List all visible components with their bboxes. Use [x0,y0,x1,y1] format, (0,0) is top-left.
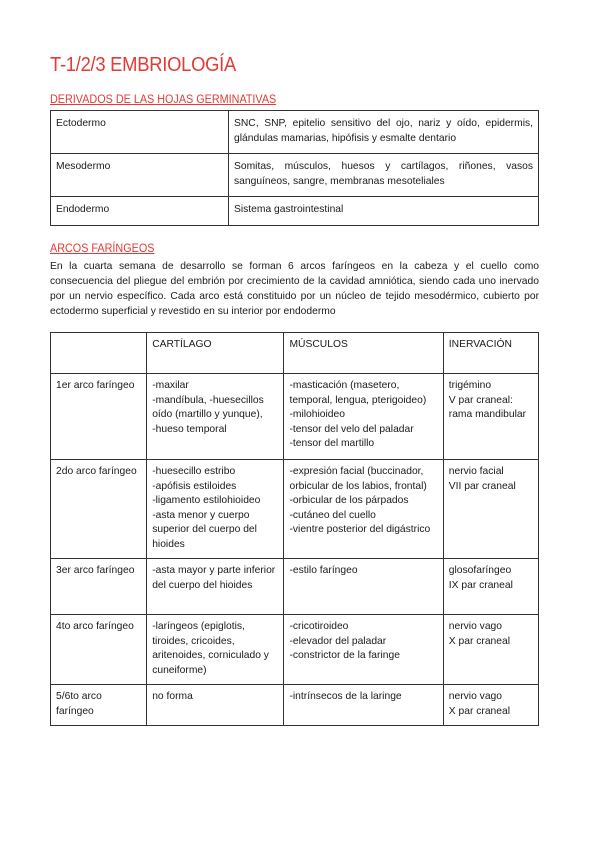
table-row [51,197,539,226]
cartilago-line: -laríngeos (epiglotis, tiroides, cricoides, aritenoides, corniculado y cuneiforme) [152,621,269,676]
cartilago-line: -huesecillo estribo [152,466,236,477]
musculos-cell [284,460,443,559]
capa-cell: Mesodermo [51,154,229,197]
cartilago-line: -ligamento estilohioideo [152,495,261,506]
cartilago-line: -apófisis estiloides [152,480,237,492]
header-cell-cartilago: CARTÍLAGO [147,333,284,374]
arcos-heading: ARCOS FARÍNGEOS [50,241,155,255]
table-row [51,374,539,460]
header-cell-inervacion: INERVACIÓN [443,333,538,374]
table-row [51,615,539,685]
cartilago-line: -hueso temporal [152,423,227,435]
arco-name-cell: 5/6to arco faríngeo [51,685,147,726]
table-row [51,460,539,559]
musculos-line: -orbicular de los párpados [289,495,409,506]
musculos-line: -vientre posterior del digástrico [289,524,431,535]
inervacion-cell [443,685,538,726]
derivados-cell: Somitas, músculos, huesos y cartílagos, riñones, vasos sanguíneos, sangre, membranas mesoteliales [229,154,539,197]
musculos-line: -intrínsecos de la laringe [289,691,402,702]
table-row [51,685,539,726]
cartilago-line: -asta mayor y parte inferior del cuerpo del hioides [152,565,276,591]
musculos-line: -constrictor de la faringe [289,650,400,661]
inervacion-cell [443,615,538,685]
cartilago-line: no forma [152,691,193,702]
musculos-cell [284,615,443,685]
table-row [51,154,539,197]
inervacion-cell [443,374,538,460]
cartilago-cell [147,460,284,559]
header-cell-musculos: MÚSCULOS [284,333,443,374]
capa-cell: Ectodermo [51,111,229,154]
inervacion-line: VII par craneal [448,480,516,492]
arco-name-cell: 2do arco faríngeo [51,460,147,559]
page-title: T-1/2/3 EMBRIOLOGÍA [50,54,236,76]
inervacion-line: glosofaríngeo [448,565,512,576]
table-header-row [51,333,539,374]
musculos-line: -expresión facial (buccinador, orbicular de los labios, frontal) [289,466,427,492]
musculos-line: -estilo faríngeo [289,565,358,576]
cartilago-line: -maxilar [152,380,189,391]
inervacion-line: V par craneal: rama mandibular [448,394,527,420]
arcos-table [50,332,539,726]
cartilago-cell [147,685,284,726]
cartilago-cell [147,374,284,460]
inervacion-line: nervio facial [448,466,504,477]
inervacion-line: X par craneal [448,635,511,647]
cartilago-line: -mandíbula, -huesecillos oído (martillo y yunque), [152,394,264,420]
musculos-cell [284,374,443,460]
derivados-cell: Sistema gastrointestinal [229,197,539,226]
capa-cell: Endodermo [51,197,229,226]
derivados-table [50,110,539,226]
derivados-heading: DERIVADOS DE LAS HOJAS GERMINATIVAS [50,92,277,106]
musculos-cell [284,685,443,726]
table-row [51,111,539,154]
arco-name-cell: 4to arco faríngeo [51,615,147,685]
cartilago-cell [147,559,284,615]
cartilago-cell [147,615,284,685]
header-cell-arco [51,333,147,374]
arco-name-cell: 3er arco faríngeo [51,559,147,615]
musculos-cell [284,559,443,615]
inervacion-line: nervio vago [448,621,503,632]
derivados-cell: SNC, SNP, epitelio sensitivo del ojo, nariz y oído, epidermis, glándulas mamarias, hipófisis y esmalte dentario [229,111,539,154]
musculos-line: -tensor del martillo [289,438,375,449]
inervacion-line: X par craneal [448,705,511,717]
inervacion-cell [443,559,538,615]
arcos-intro-paragraph: En la cuarta semana de desarrollo se forman 6 arcos faríngeos en la cabeza y el cuello como consecuencia del pliegue del embrión por crecimiento de la cavidad amniótica, siendo cada uno inervado por un nervio específico. Cada arco está constituido por un núcleo de tejido mesodérmico, cubierto por ectodermo superficial y revestido en su interior por endodermo [50,261,539,317]
table-row [51,559,539,615]
musculos-line: -cricotiroideo [289,621,349,632]
musculos-line: -elevador del paladar [289,635,387,647]
inervacion-line: trigémino [448,380,492,391]
cartilago-line: -asta menor y cuerpo superior del cuerpo del hioides [152,509,257,550]
musculos-line: -masticación (masetero, temporal, lengua, pterigoideo) [289,380,427,406]
inervacion-line: nervio vago [448,691,503,702]
arco-name-cell: 1er arco faríngeo [51,374,147,460]
musculos-line: -cutáneo del cuello [289,509,376,521]
musculos-line: -tensor del velo del paladar [289,423,414,435]
musculos-line: -milohioideo [289,409,345,420]
inervacion-cell [443,460,538,559]
inervacion-line: IX par craneal [448,579,513,591]
